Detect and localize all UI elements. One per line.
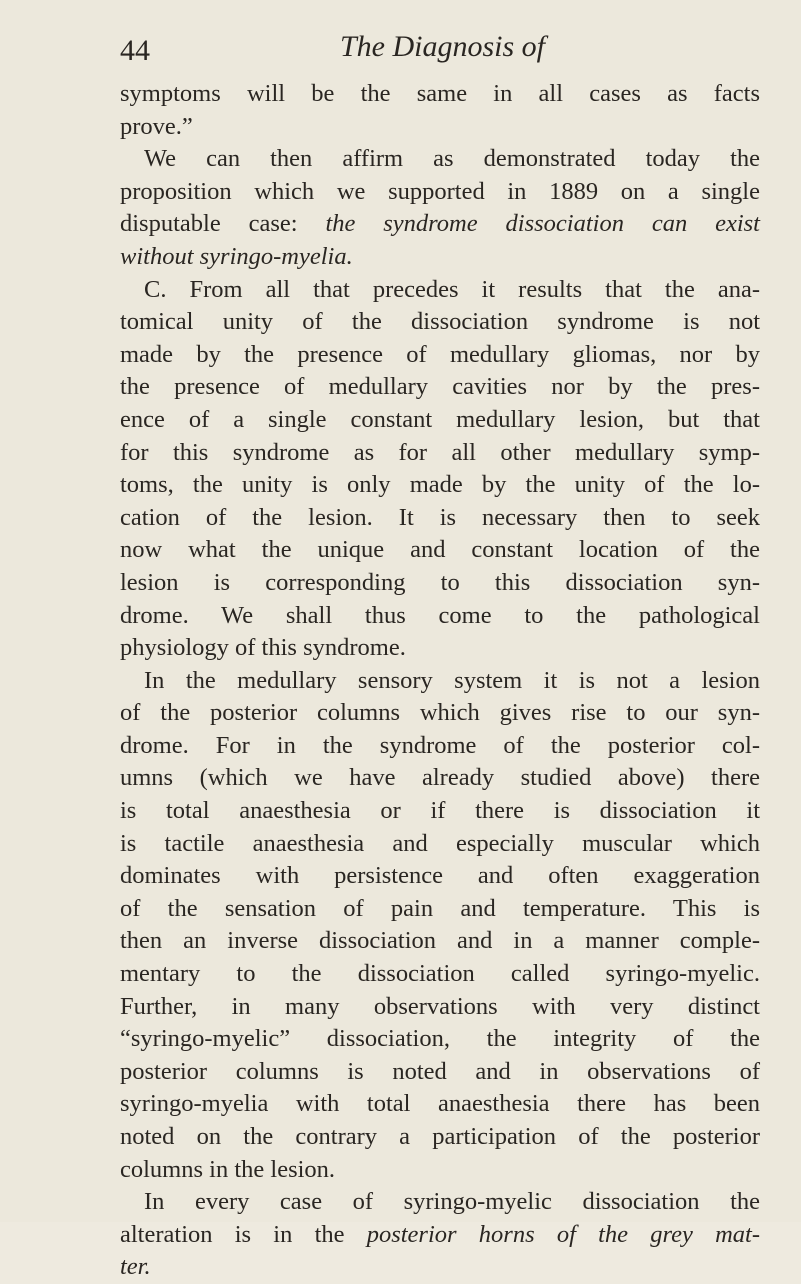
text-segment: posterior columns is noted and in observations of (120, 1057, 760, 1085)
italic-text: without syringo-myelia. (120, 242, 353, 270)
text-line (120, 534, 760, 567)
text-segment: syringo-myelia with total anaesthesia there has been (120, 1090, 760, 1118)
text-segment: drome. We shall thus come to the pathological (120, 601, 760, 629)
text-segment: disputable case: (120, 210, 326, 238)
text-segment: dominates with persistence and often exaggeration (120, 862, 760, 890)
text-segment: We can then affirm as demonstrated today the (144, 145, 760, 173)
text-line (120, 567, 760, 600)
text-line (120, 502, 760, 535)
text-line (120, 697, 760, 730)
italic-text: the syndrome dissociation can exist (325, 210, 760, 238)
text-segment: of the posterior columns which gives rise to our syn- (120, 699, 760, 727)
text-line (120, 991, 760, 1024)
text-line (120, 371, 760, 404)
text-line (120, 925, 760, 958)
text-line (120, 437, 760, 470)
text-line (120, 274, 760, 307)
text-segment: C. From all that precedes it results that the ana- (144, 275, 760, 303)
text-line (120, 795, 760, 828)
text-line (120, 469, 760, 502)
page-number: 44 (120, 34, 150, 67)
text-segment: lesion is corresponding to this dissociation syn- (120, 568, 760, 596)
text-segment: ence of a single constant medullary lesion, but that (120, 405, 760, 433)
text-segment: drome. For in the syndrome of the posterior col- (120, 731, 760, 759)
text-line (120, 78, 760, 111)
text-line (120, 143, 760, 176)
text-line (120, 600, 760, 633)
page-header (120, 30, 761, 70)
text-segment: proposition which we supported in 1889 on a single (120, 177, 760, 205)
text-segment: In every case of syringo-myelic dissociation the (144, 1188, 760, 1216)
text-segment: physiology of this syndrome. (120, 634, 406, 662)
text-line (120, 828, 760, 861)
text-line (120, 1251, 760, 1284)
text-segment: mentary to the dissociation called syringo-myelic. (120, 960, 760, 988)
text-segment: for this syndrome as for all other medullary symp- (120, 438, 760, 466)
text-segment: toms, the unity is only made by the unity of the lo- (120, 471, 760, 499)
text-segment: “syringo-myelic” dissociation, the integrity of the (120, 1025, 760, 1053)
text-line (120, 1023, 760, 1056)
text-segment: umns (which we have already studied above) there (120, 764, 760, 792)
text-segment: In the medullary sensory system it is not a lesion (144, 666, 760, 694)
text-segment: tomical unity of the dissociation syndrome is not (120, 308, 760, 336)
text-segment: cation of the lesion. It is necessary then to seek (120, 503, 760, 531)
text-segment: noted on the contrary a participation of the posterior (120, 1123, 760, 1150)
text-line (120, 111, 760, 144)
text-segment: is total anaesthesia or if there is dissociation it (120, 797, 760, 825)
text-line (120, 730, 760, 763)
text-line (120, 339, 760, 372)
text-line (120, 306, 760, 339)
text-line (120, 1219, 760, 1252)
text-line (120, 404, 760, 437)
text-line (120, 665, 760, 698)
text-line (120, 1056, 760, 1089)
text-segment: the presence of medullary cavities nor by the pres- (120, 373, 760, 401)
text-line (120, 1121, 760, 1154)
text-segment: symptoms will be the same in all cases as facts (120, 80, 760, 107)
text-segment: prove.” (120, 112, 193, 140)
text-line (120, 1088, 760, 1121)
italic-text: ter. (120, 1253, 151, 1281)
text-line (120, 241, 760, 274)
text-segment: is tactile anaesthesia and especially muscular which (120, 829, 760, 857)
text-line (120, 1154, 760, 1187)
text-line (120, 860, 760, 893)
text-line (120, 632, 760, 665)
text-line (120, 893, 760, 926)
italic-text: posterior horns of the grey mat- (366, 1220, 760, 1248)
text-segment: now what the unique and constant location of the (120, 536, 760, 564)
text-line (120, 208, 760, 241)
text-line (120, 762, 760, 795)
text-line (120, 176, 760, 209)
text-segment: alteration is in the (120, 1220, 367, 1248)
text-segment: then an inverse dissociation and in a manner comple- (120, 927, 760, 955)
text-line (120, 1186, 760, 1219)
body-text (120, 78, 760, 1284)
text-segment: columns in the lesion. (120, 1155, 336, 1183)
running-head: The Diagnosis of (340, 30, 546, 63)
text-segment: made by the presence of medullary gliomas, nor by (120, 340, 760, 368)
text-line (120, 958, 760, 991)
text-segment: of the sensation of pain and temperature. This is (120, 894, 760, 922)
text-segment: Further, in many observations with very distinct (120, 992, 760, 1020)
